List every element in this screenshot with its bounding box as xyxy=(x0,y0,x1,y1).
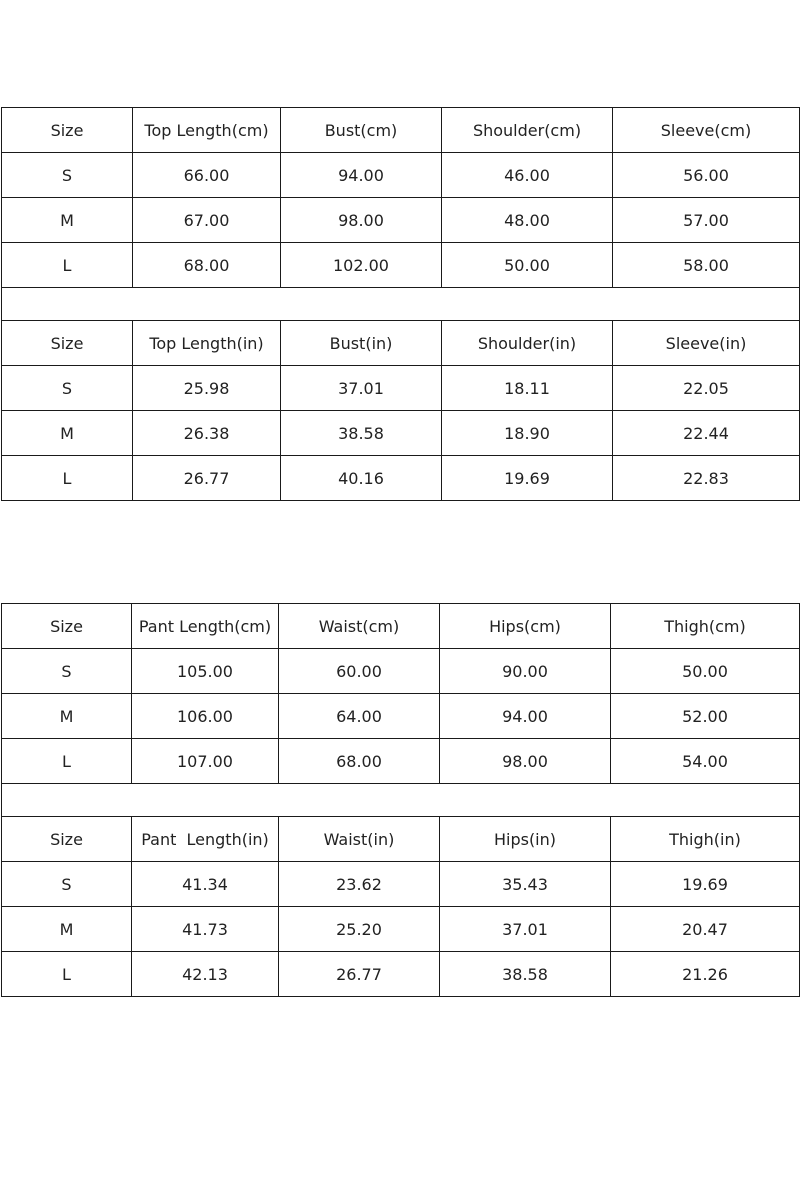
table-cell: 41.73 xyxy=(132,907,279,952)
table-cell: 22.44 xyxy=(613,411,800,456)
spacer-row xyxy=(2,784,800,817)
table-cell: 98.00 xyxy=(281,198,442,243)
table-header-row xyxy=(2,604,800,649)
table-cell: 25.20 xyxy=(279,907,440,952)
tops-size-table xyxy=(1,107,800,501)
table-cell: 94.00 xyxy=(281,153,442,198)
table-cell: 21.26 xyxy=(611,952,800,997)
table-row xyxy=(2,456,800,501)
table-cell: 26.77 xyxy=(133,456,281,501)
table-cell: 50.00 xyxy=(611,649,800,694)
table-cell: 22.83 xyxy=(613,456,800,501)
table-cell: M xyxy=(2,907,132,952)
header-cell: Size xyxy=(2,108,133,153)
table-cell: L xyxy=(2,456,133,501)
table-cell: S xyxy=(2,366,133,411)
table-cell: 38.58 xyxy=(440,952,611,997)
header-cell: Pant Length(cm) xyxy=(132,604,279,649)
table-header-row xyxy=(2,108,800,153)
table-cell: L xyxy=(2,243,133,288)
table-cell: 35.43 xyxy=(440,862,611,907)
table-cell: 98.00 xyxy=(440,739,611,784)
header-cell: Shoulder(in) xyxy=(442,321,613,366)
table-cell: 66.00 xyxy=(133,153,281,198)
table-cell: 102.00 xyxy=(281,243,442,288)
table-cell: 40.16 xyxy=(281,456,442,501)
table-cell: 50.00 xyxy=(442,243,613,288)
table-cell: 94.00 xyxy=(440,694,611,739)
table-cell: 57.00 xyxy=(613,198,800,243)
table-cell: 90.00 xyxy=(440,649,611,694)
header-cell: Hips(cm) xyxy=(440,604,611,649)
table-cell: 22.05 xyxy=(613,366,800,411)
table-row xyxy=(2,366,800,411)
header-cell: Waist(in) xyxy=(279,817,440,862)
table-cell: 64.00 xyxy=(279,694,440,739)
table-row xyxy=(2,694,800,739)
table-cell: 18.90 xyxy=(442,411,613,456)
header-cell: Size xyxy=(2,321,133,366)
table-cell: 56.00 xyxy=(613,153,800,198)
table-cell: 19.69 xyxy=(442,456,613,501)
header-cell: Size xyxy=(2,817,132,862)
table-cell: L xyxy=(2,739,132,784)
table-cell: S xyxy=(2,649,132,694)
table-cell: 105.00 xyxy=(132,649,279,694)
table-cell: 26.38 xyxy=(133,411,281,456)
table-row xyxy=(2,952,800,997)
table-header-row xyxy=(2,817,800,862)
table-row xyxy=(2,198,800,243)
header-cell: Bust(cm) xyxy=(281,108,442,153)
table-row xyxy=(2,153,800,198)
header-cell: Pant Length(in) xyxy=(132,817,279,862)
table-cell: 68.00 xyxy=(133,243,281,288)
table-row xyxy=(2,243,800,288)
table-cell: M xyxy=(2,198,133,243)
spacer-cell xyxy=(2,288,800,321)
header-cell: Thigh(in) xyxy=(611,817,800,862)
header-cell: Sleeve(in) xyxy=(613,321,800,366)
table-row xyxy=(2,907,800,952)
table-cell: 38.58 xyxy=(281,411,442,456)
header-cell: Hips(in) xyxy=(440,817,611,862)
table-cell: M xyxy=(2,694,132,739)
table-cell: 60.00 xyxy=(279,649,440,694)
table-row xyxy=(2,862,800,907)
header-cell: Shoulder(cm) xyxy=(442,108,613,153)
header-cell: Waist(cm) xyxy=(279,604,440,649)
pants-size-table xyxy=(1,603,800,997)
table-cell: 20.47 xyxy=(611,907,800,952)
table-row xyxy=(2,739,800,784)
header-cell: Bust(in) xyxy=(281,321,442,366)
table-row xyxy=(2,649,800,694)
table-cell: L xyxy=(2,952,132,997)
table-cell: S xyxy=(2,153,133,198)
table-cell: 23.62 xyxy=(279,862,440,907)
table-cell: 42.13 xyxy=(132,952,279,997)
table-cell: 18.11 xyxy=(442,366,613,411)
table-cell: 68.00 xyxy=(279,739,440,784)
table-cell: 26.77 xyxy=(279,952,440,997)
table-cell: 58.00 xyxy=(613,243,800,288)
table-cell: 67.00 xyxy=(133,198,281,243)
table-cell: 54.00 xyxy=(611,739,800,784)
table-cell: 48.00 xyxy=(442,198,613,243)
table-cell: 37.01 xyxy=(440,907,611,952)
table-cell: 41.34 xyxy=(132,862,279,907)
table-cell: M xyxy=(2,411,133,456)
header-cell: Thigh(cm) xyxy=(611,604,800,649)
table-cell: 107.00 xyxy=(132,739,279,784)
table-cell: 46.00 xyxy=(442,153,613,198)
table-row xyxy=(2,411,800,456)
header-cell: Top Length(cm) xyxy=(133,108,281,153)
table-cell: 19.69 xyxy=(611,862,800,907)
header-cell: Top Length(in) xyxy=(133,321,281,366)
header-cell: Sleeve(cm) xyxy=(613,108,800,153)
table-cell: 37.01 xyxy=(281,366,442,411)
spacer-cell xyxy=(2,784,800,817)
table-cell: 52.00 xyxy=(611,694,800,739)
header-cell: Size xyxy=(2,604,132,649)
table-cell: 25.98 xyxy=(133,366,281,411)
table-cell: 106.00 xyxy=(132,694,279,739)
spacer-row xyxy=(2,288,800,321)
table-cell: S xyxy=(2,862,132,907)
table-header-row xyxy=(2,321,800,366)
